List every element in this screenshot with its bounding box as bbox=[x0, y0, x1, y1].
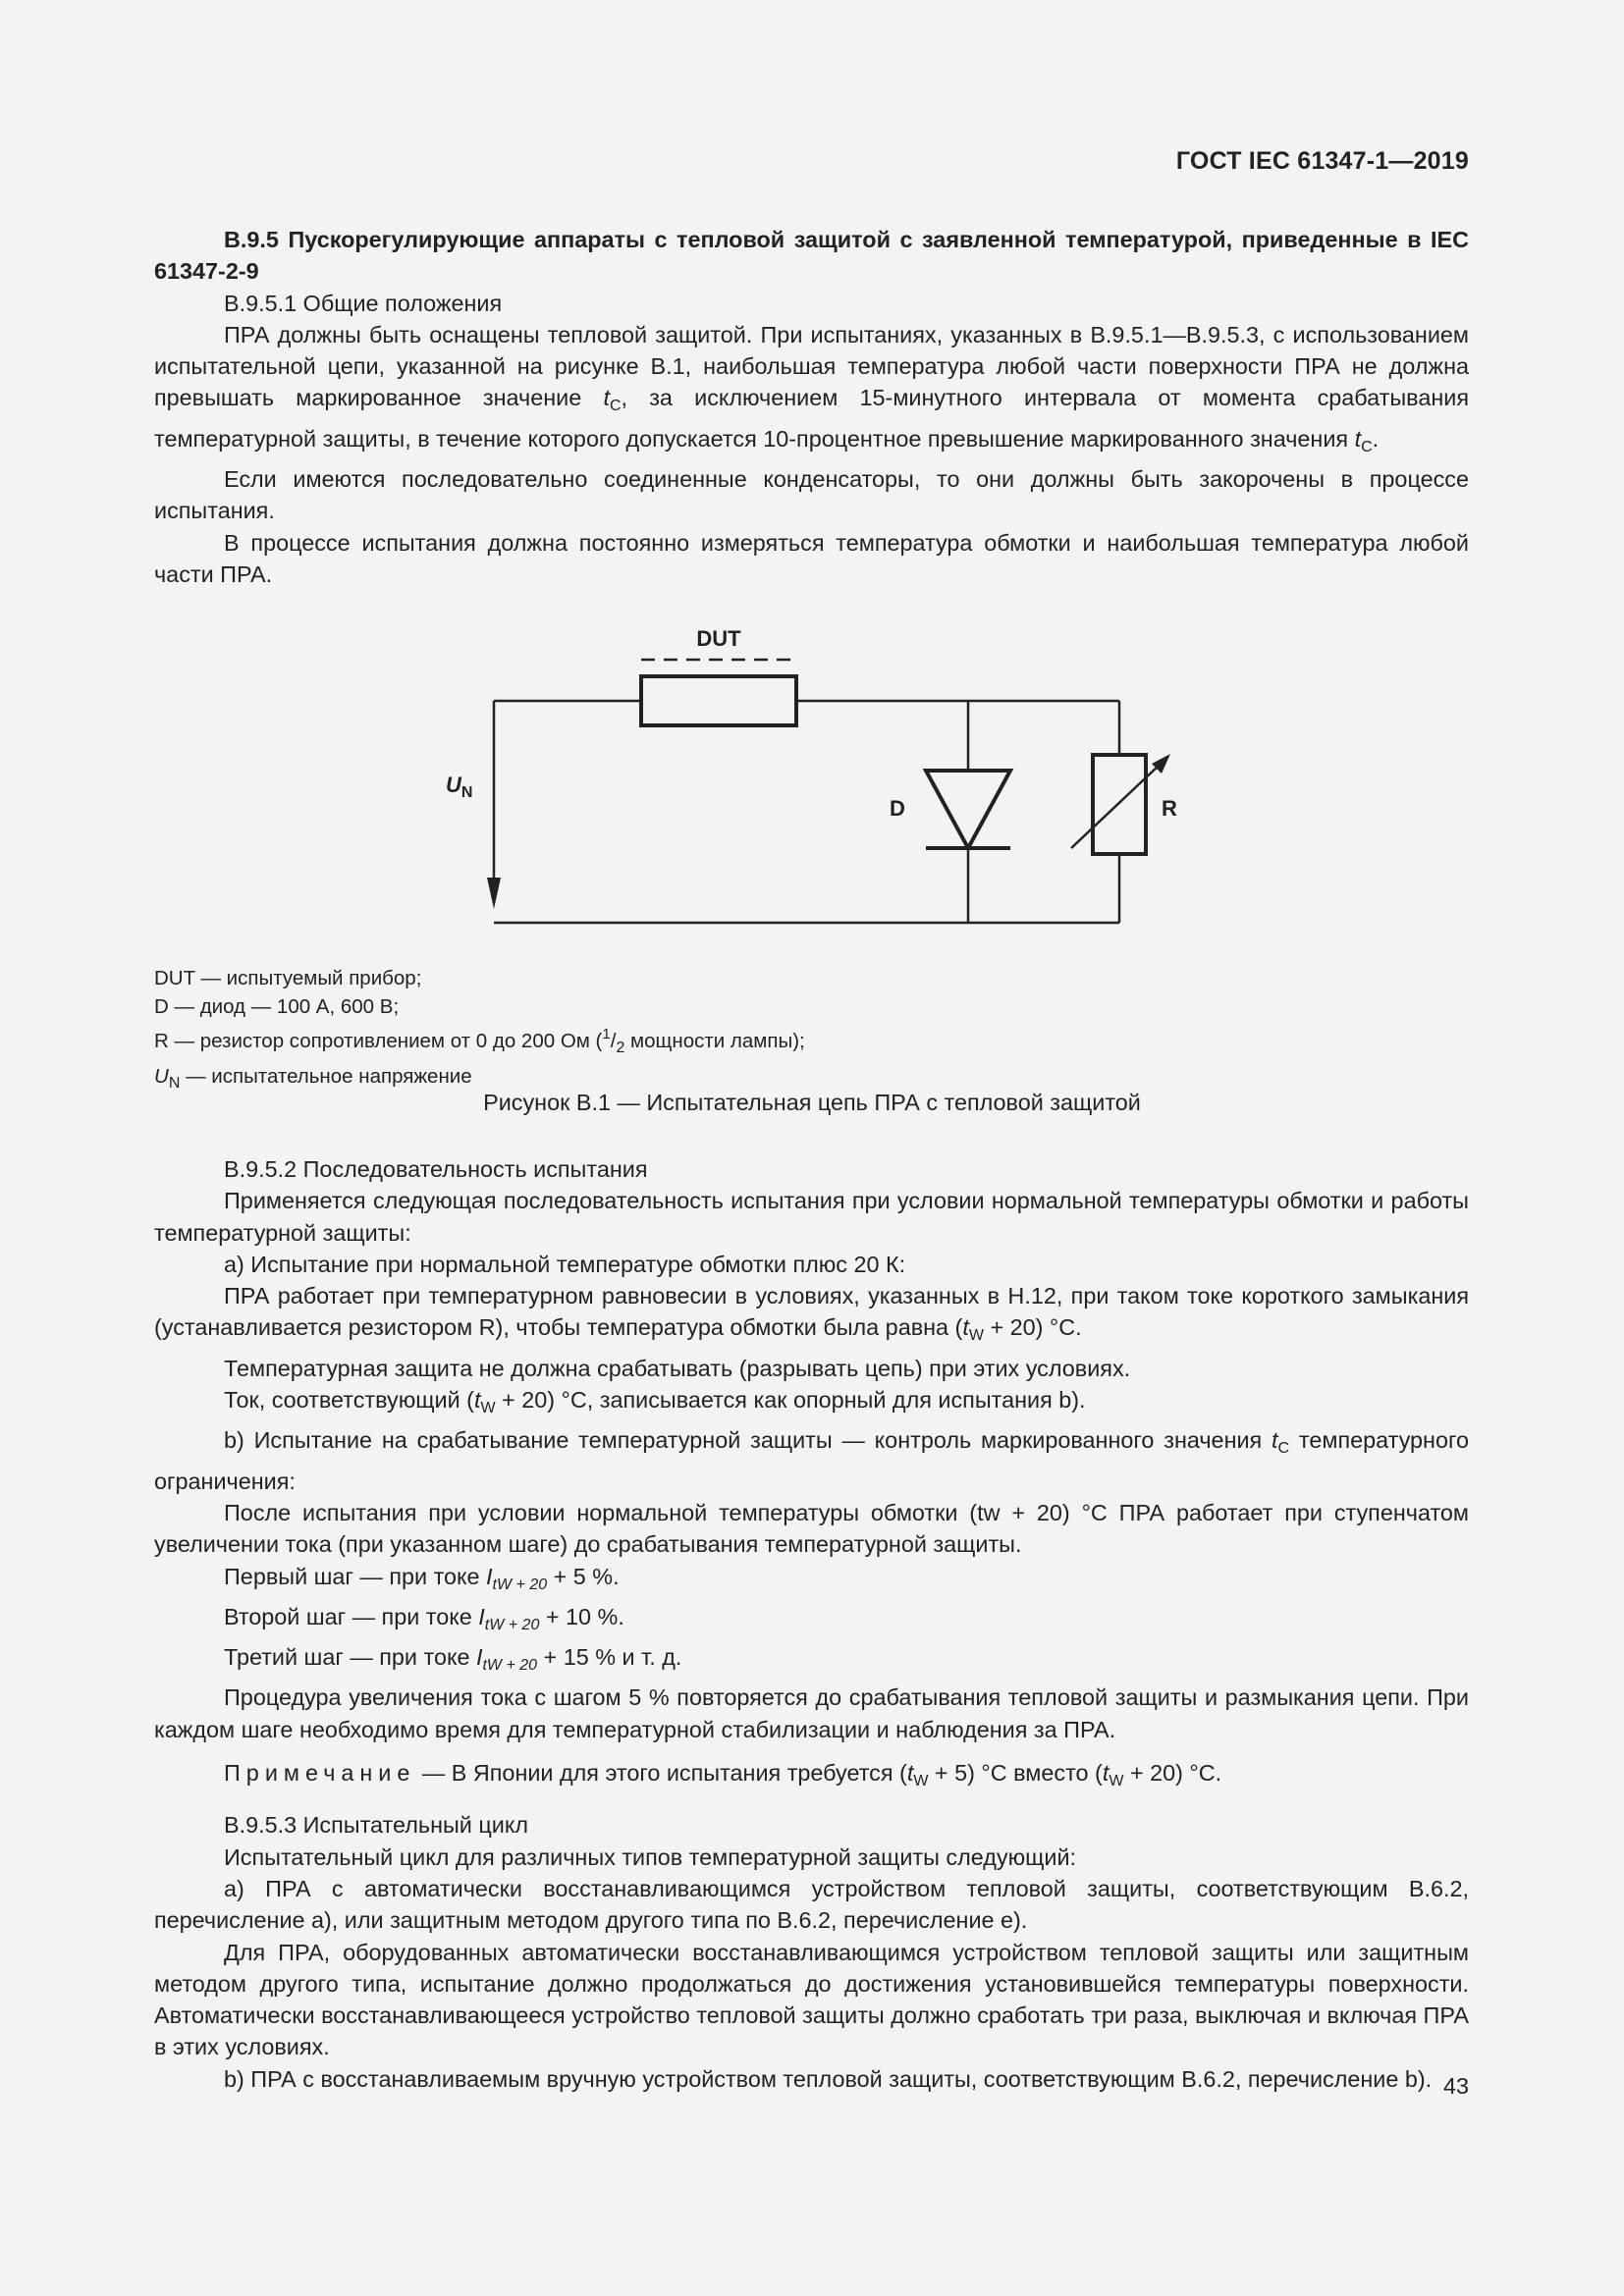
subsection-b952-title: B.9.5.2 Последовательность испытания bbox=[224, 1156, 648, 1182]
paragraph: После испытания при условии нормальной температуры обмотки (tw + 20) °С ПРА работает при ступенчатом увеличении тока (при указанном шаге) до срабатывания температурной защиты. bbox=[154, 1499, 1469, 1558]
note: Примечание — В Японии для этого испытания требуется $(t_W + 5)$ °С вместо $(t_W + 20)$ °С. bbox=[224, 1760, 1222, 1790]
document-id: ГОСТ IEC 61347-1—2019 bbox=[1175, 147, 1469, 175]
paragraph: ПРА работает при температурном равновесии в условиях, указанных в H.12, при таком токе короткого замыкания (устанавливается резистором R), чтобы температура обмотки была равна $(t_W + 20)$ °С. bbox=[154, 1283, 1469, 1345]
step-item: Второй шаг — при токе $I_{tW + 20} + 10$ %. bbox=[224, 1603, 624, 1633]
page-number: 43 bbox=[1442, 2073, 1469, 2099]
list-item: a) Испытание при нормальной температуре обмотки плюс 20 К: bbox=[224, 1251, 906, 1277]
figure-legend bbox=[154, 965, 805, 1097]
legend-item: R — резистор сопротивлением от 0 до 200 Ом ($^1/_2$ мощности лампы); bbox=[154, 1026, 805, 1056]
dut-label: DUT bbox=[696, 626, 741, 651]
section-b95-title bbox=[154, 224, 1469, 288]
paragraph: Если имеются последовательно соединенные конденсаторы, то они должны быть закорочены в процессе испытания. bbox=[154, 466, 1469, 524]
list-item: b) Испытание на срабатывание температурной защиты — контроль маркированного значения $t_C$ температурного ограничения: bbox=[154, 1427, 1469, 1494]
paragraph: Процедура увеличения тока с шагом 5 % повторяется до срабатывания тепловой защиты и размыкания цепи. При каждом шаге необходимо время для температурной стабилизации и наблюдения за ПРА. bbox=[154, 1684, 1469, 1742]
step-item: Первый шаг — при токе $I_{tW + 20} + 5$ %. bbox=[224, 1563, 620, 1593]
circuit-diagram bbox=[432, 618, 1198, 942]
paragraph: Для ПРА, оборудованных автоматически восстанавливающимся устройством тепловой защиты или защитным методом другого типа, испытание должно продолжаться до достижения установившейся температуры поверхности. Автоматически восстанавливающееся устройство тепловой защиты должно сработать три раза, выключая и включая ПРА в этих условиях. bbox=[154, 1939, 1469, 2060]
r-label: R bbox=[1162, 796, 1177, 821]
section-b95 bbox=[154, 224, 1469, 590]
legend-item: $U_N$ — испытательное напряжение bbox=[154, 1064, 472, 1092]
paragraph: Применяется следующая последовательность испытания при условии нормальной температуры обмотки и работы температурной защиты: bbox=[154, 1188, 1469, 1246]
section-b95-num: B.9.5 bbox=[224, 227, 279, 252]
un-arrow-head bbox=[487, 878, 501, 909]
legend-item: D — диод — 100 А, 600 В; bbox=[154, 994, 400, 1018]
paragraph: ПРА должны быть оснащены тепловой защитой. При испытаниях, указанных в B.9.5.1—B.9.5.3, с использованием испытательной цепи, указанной на рисунке B.1, наибольшая температура любой части поверхности ПРА не должна превышать маркированное значение $t_C$, за исключением 15-минутного интервала от момента срабатывания температурной защиты, в течение которого допускается 10-процентное превышение маркированного значения $t_C$. bbox=[154, 321, 1469, 455]
variable-resistor bbox=[1093, 755, 1146, 854]
d-label: D bbox=[890, 796, 905, 821]
un-label: $U_N$ bbox=[446, 773, 473, 801]
dut-resistor bbox=[641, 676, 796, 725]
paragraph: Температурная защита не должна срабатывать (разрывать цепь) при этих условиях. bbox=[224, 1355, 1131, 1381]
subsection-b953-title: B.9.5.3 Испытательный цикл bbox=[224, 1812, 528, 1839]
subsection-b951-title: B.9.5.1 Общие положения bbox=[224, 290, 503, 316]
paragraph: Ток, соответствующий $(t_W + 20)$ °С, записывается как опорный для испытания b). bbox=[224, 1387, 1086, 1417]
paragraph: Испытательный цикл для различных типов температурной защиты следующий: bbox=[224, 1843, 1077, 1870]
section-b95-title-text: Пускорегулирующие аппараты с тепловой защитой с заявленной температурой, приведенные в IEC 61347-2-9 bbox=[154, 227, 1470, 285]
list-item: b) ПРА с восстанавливаемым вручную устройством тепловой защиты, соответствующим B.6.2, перечисление b). bbox=[224, 2065, 1433, 2092]
list-item: a) ПРА с автоматически восстанавливающимся устройством тепловой защиты, соответствующим B.6.2, перечисление a), или защитным методом другого типа по B.6.2, перечисление e). bbox=[154, 1875, 1469, 1934]
paragraph: В процессе испытания должна постоянно измеряться температура обмотки и наибольшая температура любой части ПРА. bbox=[154, 529, 1469, 587]
diode-triangle bbox=[926, 771, 1010, 848]
figure-caption: Рисунок B.1 — Испытательная цепь ПРА с тепловой защитой bbox=[483, 1090, 1141, 1115]
legend-item: DUT — испытуемый прибор; bbox=[154, 967, 422, 989]
step-item: Третий шаг — при токе $I_{tW + 20} + 15$ % и т. д. bbox=[224, 1644, 682, 1675]
section-b952 bbox=[154, 1153, 1469, 2095]
